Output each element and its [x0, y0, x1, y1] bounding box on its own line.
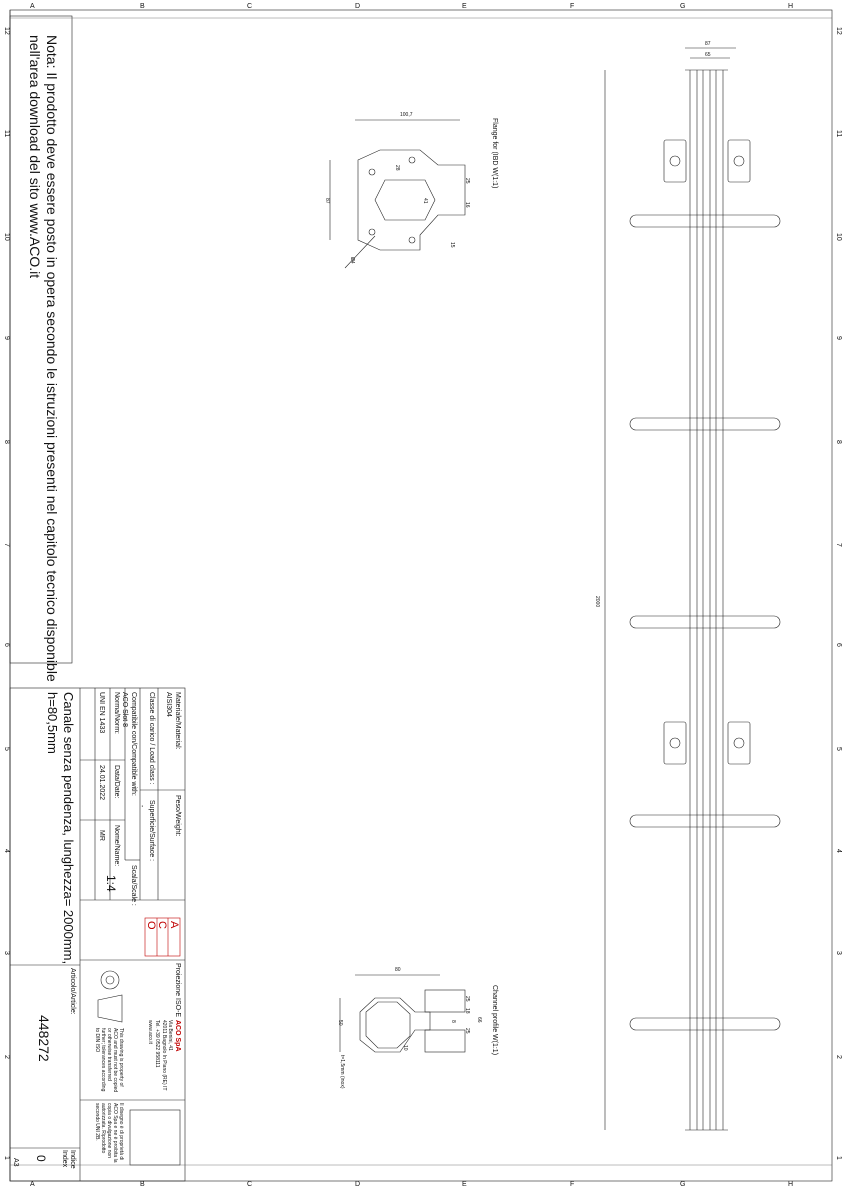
row-number: 8: [3, 440, 10, 444]
channel-dim: 50: [337, 1020, 343, 1026]
row-number: 1: [835, 1156, 842, 1160]
row-number: 4: [835, 849, 842, 853]
row-number: 6: [835, 643, 842, 647]
flange-view-title: Flange for (IBD W(1:1): [491, 118, 498, 189]
col-letter: D: [355, 1181, 361, 1188]
flange-dim: 25: [464, 178, 470, 184]
row-number: 7: [3, 543, 10, 547]
surface-label: Superficie/Surface :: [148, 800, 155, 862]
logo-letter: O: [145, 921, 157, 930]
flange-dim: 41: [422, 198, 428, 204]
flange-dim: 28: [394, 165, 400, 171]
row-number: 1: [3, 1156, 10, 1160]
col-letter: H: [788, 3, 794, 10]
flange-dim: Ø4: [349, 257, 355, 264]
row-number: 5: [835, 747, 842, 751]
company-address2: 42011 Bagnolo In Piano (RE) IT: [161, 1020, 167, 1091]
row-number: 12: [3, 27, 10, 35]
projection-label: Proiezione ISO-E: [174, 963, 181, 1018]
channel-dim: 10: [402, 1045, 408, 1051]
name-value: MR: [98, 830, 105, 841]
material-label: Materiale/Material:: [174, 692, 181, 750]
article-value: 448272: [36, 1015, 52, 1062]
weight-label: Peso/Weight:: [174, 795, 181, 837]
col-letter: A: [30, 1181, 35, 1188]
company-phone: Tel. +39 0522 958111: [154, 1020, 160, 1068]
row-number: 3: [835, 951, 842, 955]
col-letter: A: [30, 3, 35, 10]
col-letter: C: [247, 1181, 253, 1188]
flange-dim: 87: [324, 198, 330, 204]
installation-note-link: nell'area download del sito www.ACO.it: [27, 35, 43, 279]
flange-dim: 15: [449, 242, 455, 248]
legal-note-en: This drawing is property of ACO and must not be copied or otherwise transferred further; tolerances according to DIN ISO: [94, 1028, 124, 1093]
channel-view-title: Channel profile W(1:1): [491, 985, 498, 1056]
company-name: ACO SpA: [174, 1020, 181, 1052]
col-letter: E: [462, 3, 467, 10]
channel-dim: 25: [464, 996, 470, 1002]
row-number: 3: [3, 951, 10, 955]
material-value: AISI304: [165, 692, 172, 717]
col-letter: C: [247, 3, 253, 10]
row-number: 8: [835, 440, 842, 444]
flange-dim: 16: [464, 202, 470, 208]
col-letter: F: [570, 3, 575, 10]
date-value: 24.01.2022: [98, 765, 105, 801]
row-number: 6: [3, 643, 10, 647]
date-label: Data/Date:: [113, 765, 120, 799]
channel-ribs: [630, 215, 780, 1030]
col-letter: B: [140, 3, 145, 10]
row-number: 11: [835, 130, 842, 138]
index-label: Indice: [69, 1150, 76, 1169]
legal-note-it: Il disegno è di proprietà di ACO Spa e ne è proibita la copia o divulgazione non autorizzata. Riprodotto secondo UNI 2B.: [94, 1103, 124, 1163]
load-class-value: -: [138, 805, 145, 808]
col-letter: F: [570, 1181, 575, 1188]
logo-letter: C: [156, 921, 168, 929]
norm-label: Norma/Norm:: [113, 692, 120, 735]
name-label: Nome/Name:: [113, 825, 120, 867]
row-number: 4: [3, 849, 10, 853]
sheet-format: A3: [12, 1158, 19, 1167]
channel-dim: 8: [450, 1020, 456, 1023]
col-letter: B: [140, 1181, 145, 1188]
row-number: 9: [3, 336, 10, 340]
row-number: 10: [3, 233, 10, 241]
scale-value: 1:4: [104, 875, 118, 892]
load-class-label: Classe di carico / Load class :: [148, 692, 155, 785]
channel-dim: 25: [464, 1028, 470, 1034]
row-number: 9: [835, 336, 842, 340]
article-label: Articolo/Article:: [69, 968, 76, 1015]
col-letter: E: [462, 1181, 467, 1188]
row-number: 10: [835, 233, 842, 241]
col-letter: G: [680, 1181, 686, 1188]
channel-dim: 80: [395, 967, 401, 973]
compatible-value: ACO Slot 8: [121, 692, 128, 728]
row-number: 2: [3, 1055, 10, 1059]
row-number: 5: [3, 747, 10, 751]
index-label-en: Index: [61, 1150, 68, 1168]
row-number: 11: [3, 130, 10, 138]
company-address1: Via Benini, 41: [167, 1020, 173, 1051]
installation-note: Nota: Il prodotto deve essere posto in opera secondo le istruzioni presenti nel capitolo tecnico disponible: [44, 35, 60, 682]
top-dim: 65: [705, 52, 711, 58]
row-number: 2: [835, 1055, 842, 1059]
row-number: 12: [835, 27, 842, 35]
company-web: www.aco.it: [147, 1020, 153, 1044]
col-letter: D: [355, 3, 361, 10]
description-height: h=80,5mm: [45, 692, 60, 754]
logo-letter: A: [168, 921, 180, 929]
description: Canale senza pendenza, lunghezza= 2000mm,: [61, 692, 76, 965]
channel-dim: 18: [464, 1008, 470, 1014]
channel-thickness-note: t=1,5mm (inox): [339, 1055, 345, 1089]
index-value: 0: [34, 1155, 48, 1162]
channel-dim: 66: [476, 1017, 482, 1023]
flange-dim: 100,7: [400, 112, 413, 118]
top-dim: 87: [705, 41, 711, 47]
row-number: 7: [835, 543, 842, 547]
col-letter: G: [680, 3, 686, 10]
compatible-label: Compatibile con/Compatible with:: [130, 692, 137, 796]
col-letter: H: [788, 1181, 794, 1188]
sheet-border: [10, 10, 832, 1181]
overall-length-dim: 2000: [594, 596, 600, 608]
scale-label: Scala/Scale :: [130, 865, 137, 906]
norm-value: UNI EN 1433: [98, 692, 105, 734]
